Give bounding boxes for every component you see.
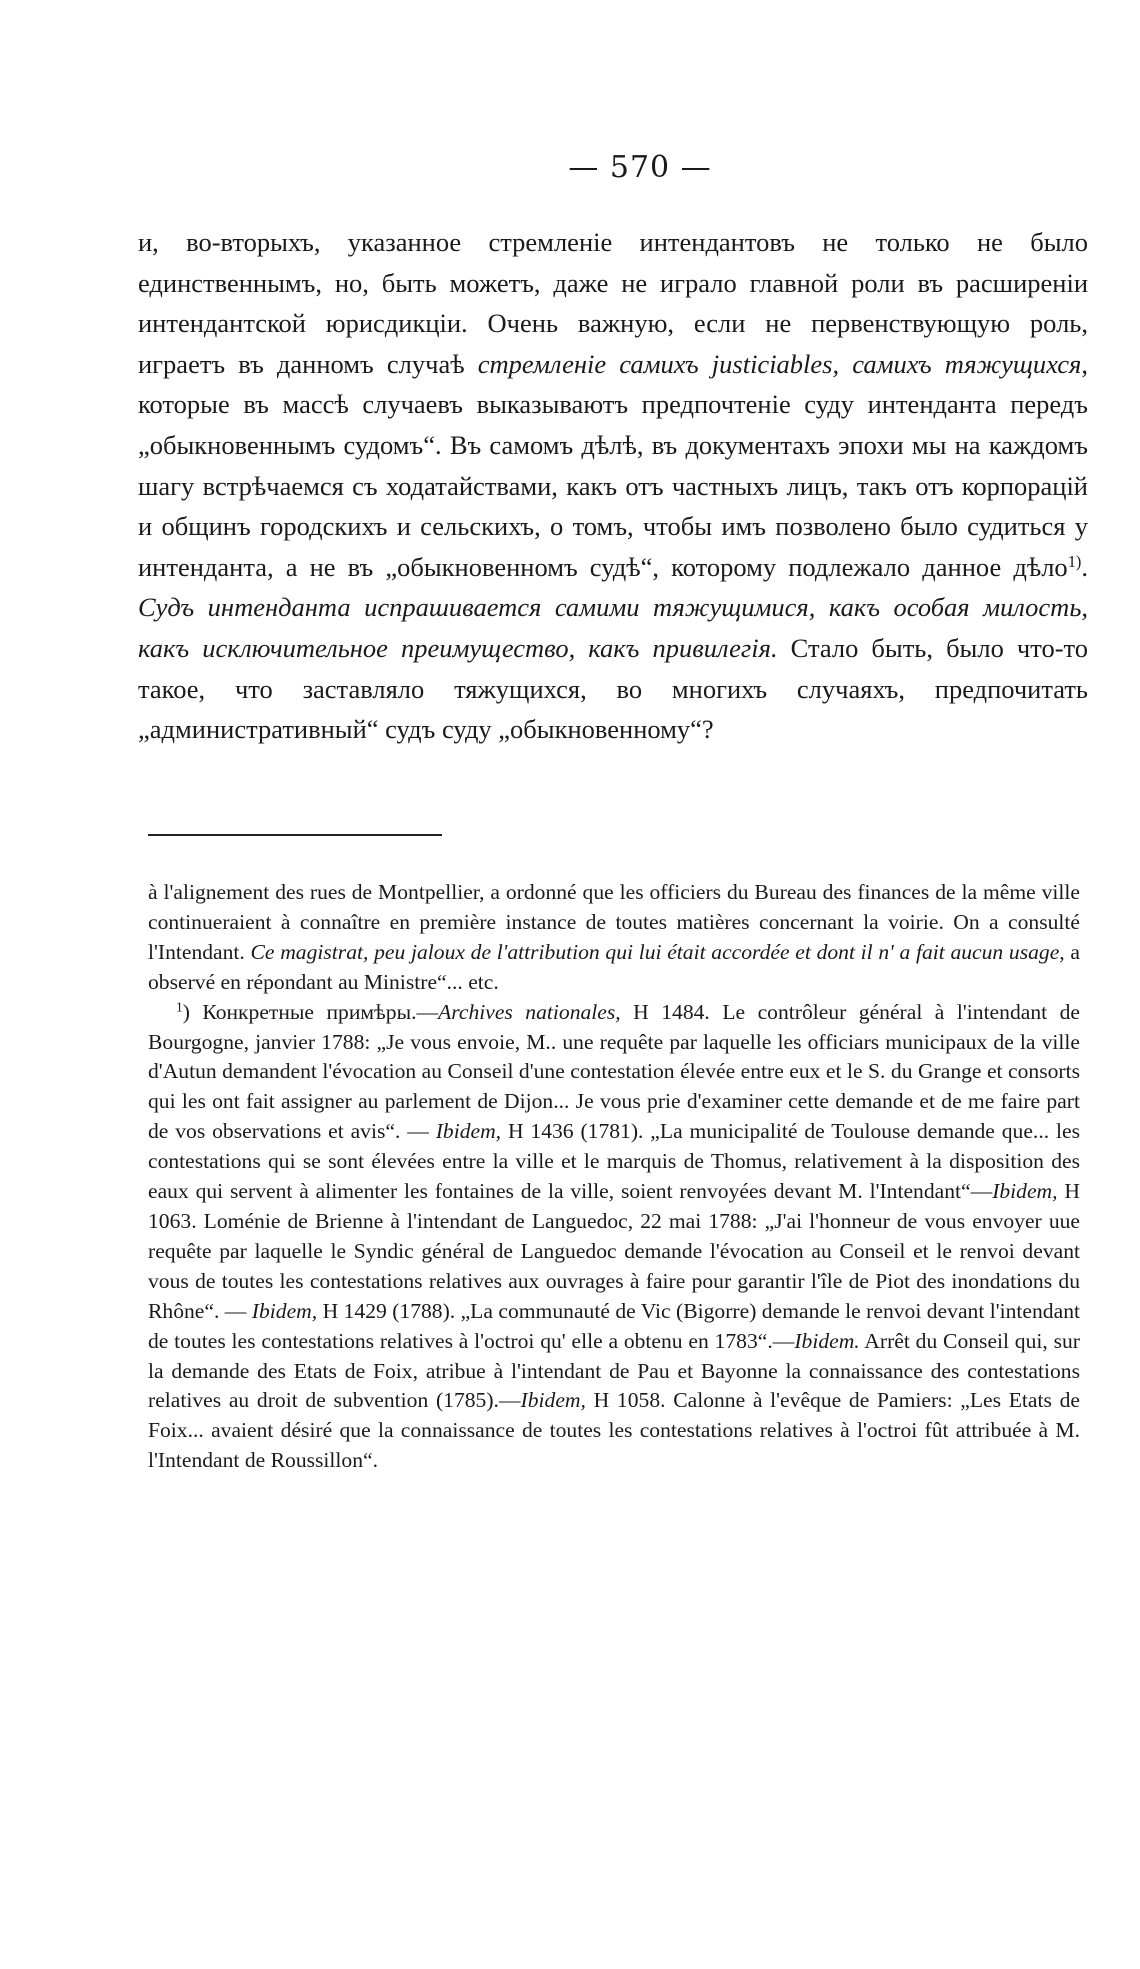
page-number: — 570 — — [568, 150, 712, 185]
body-text-1: и, во-вторыхъ, указанное стремленіе интендантовъ не только не было единственнымъ, но, быть можетъ, даже не играло главной роли въ расширеніи интендантской юрисдикціи. Очень важную, если не первенствующую роль, играетъ въ данномъ случаѣ — [138, 227, 1088, 379]
footnote-divider — [148, 834, 442, 836]
body-text-3: . — [1081, 551, 1088, 582]
body-text-4: Стало быть, было что-то такое, что заставляло тяжущихся, во многихъ случаяхъ, предпочитать „административный“ судъ суду „обыкновенному“? — [138, 632, 1089, 745]
footnote-1-italic-4: Ibidem, — [251, 1298, 318, 1323]
footnote-1-italic-6: Ibidem, — [520, 1388, 586, 1413]
footnote-reference-number: 1 — [1067, 551, 1076, 571]
footnote-1-text-d: H 1063. Loménie de Brienne à l'intendant de Languedoc, 22 mai 1788: „J'ai l'honneur de vous envoyer uue requête par laquelle le Syndic général de Languedoc demande l'évocation au Conseil et le renvoi devant vous de toutes les contestations relatives aux ouvrages à faire pour garantir l'île de Piot des inondations du Rhône“. — — [148, 1179, 1080, 1323]
body-italic-2: Судъ интенданта испрашивается самими тяжущимися, какъ особая милость, какъ исключительное преимущество, какъ привилегія. — [138, 592, 1088, 663]
body-italic-1: стремленіе самихъ justiciables, самихъ тяжущихся — [477, 348, 1082, 379]
footnote-1-text-c: H 1436 (1781). „La municipalité de Toulouse demande que... les contestations qui se sont élevées entre la ville et le marquis de Thomus, relativement à la disposition des eaux qui servent à alimenter les fontaines de la ville, soient renvoyées devant M. l'Intendant“— — [148, 1119, 1080, 1204]
footnote-reference: 1) — [1067, 551, 1082, 571]
footnote-1-text-b: H 1484. Le contrôleur général à l'intendant de Bourgogne, janvier 1788: „Je vous envoie, M.. une requête par laquelle les officiars municipaux de la ville d'Autun demandent l'évocation au Conseil d'une contestation élevée entre eux et le S. du Grange et consorts qui les ont fait assigner au parlement de Dijon... Je vous prie d'examiner cette demande et de me faire part de vos observations et avis“. — — [148, 999, 1080, 1144]
footnote-1-italic-3: Ibidem, — [992, 1179, 1058, 1204]
footnote-1 — [148, 998, 1080, 1477]
footnote-1-italic-5: Ibidem. — [794, 1328, 860, 1353]
footnote-1-text-g: H 1058. Calonne à l'evêque de Pamiers: „Les Etats de Foix... avaient désiré que la connaissance de toutes les contestations relatives à l'octroi fût attribuée à M. l'Intendant de Roussillon“. — [148, 1388, 1080, 1473]
main-paragraph — [138, 222, 1088, 750]
body-text-2: , которые въ массѣ случаевъ выказываютъ предпочтеніе суду интенданта передъ „обыкновеннымъ судомъ“. Въ самомъ дѣлѣ, въ документахъ эпохи мы на каждомъ шагу встрѣчаемся съ ходатайствами, какъ отъ частныхъ лицъ, такъ отъ корпорацій и общинъ городскихъ и сельскихъ, о томъ, чтобы имъ позволено было судиться у интенданта, а не въ „обыкновенномъ судѣ“, которому подлежало данное дѣло — [138, 348, 1088, 582]
footnote-1-italic-1: Archives nationales, — [438, 999, 621, 1024]
footnote-1-italic-2: Ibidem, — [435, 1119, 502, 1144]
footnotes — [148, 878, 1080, 1476]
footnote-1-text-f: Arrêt du Conseil qui, sur la demande des Etats de Foix, atribue à l'intendant de Pau et Bayonne la connaissance des contestations relatives au droit de subvention (1785).— — [148, 1328, 1080, 1413]
footnote-1-text-e: H 1429 (1788). „La communauté de Vic (Bigorre) demande le renvoi devant l'intendant de toutes les contestations relatives à l'octroi qu' elle a obtenu en 1783“.— — [148, 1298, 1080, 1353]
footnote-1-marker: 1 — [176, 999, 183, 1015]
footnote-cont-text-1: à l'alignement des rues de Montpellier, a ordonné que les officiers du Bureau des finances de la même ville continueraient à connaître en première instance de toutes matières concernant la voirie. On a consulté l'Intendant. — [148, 880, 1080, 964]
footnote-cont-italic: Ce magistrat, peu jaloux de l'attribution qui lui était accordée et dont il n' a fait aucun usage, — [250, 939, 1065, 964]
footnote-continuation — [148, 878, 1080, 998]
footnote-cont-text-2: a observé en répondant au Ministre“... etc. — [148, 939, 1080, 994]
footnote-1-text-a: ) Конкретные примѣры.— — [182, 999, 439, 1024]
